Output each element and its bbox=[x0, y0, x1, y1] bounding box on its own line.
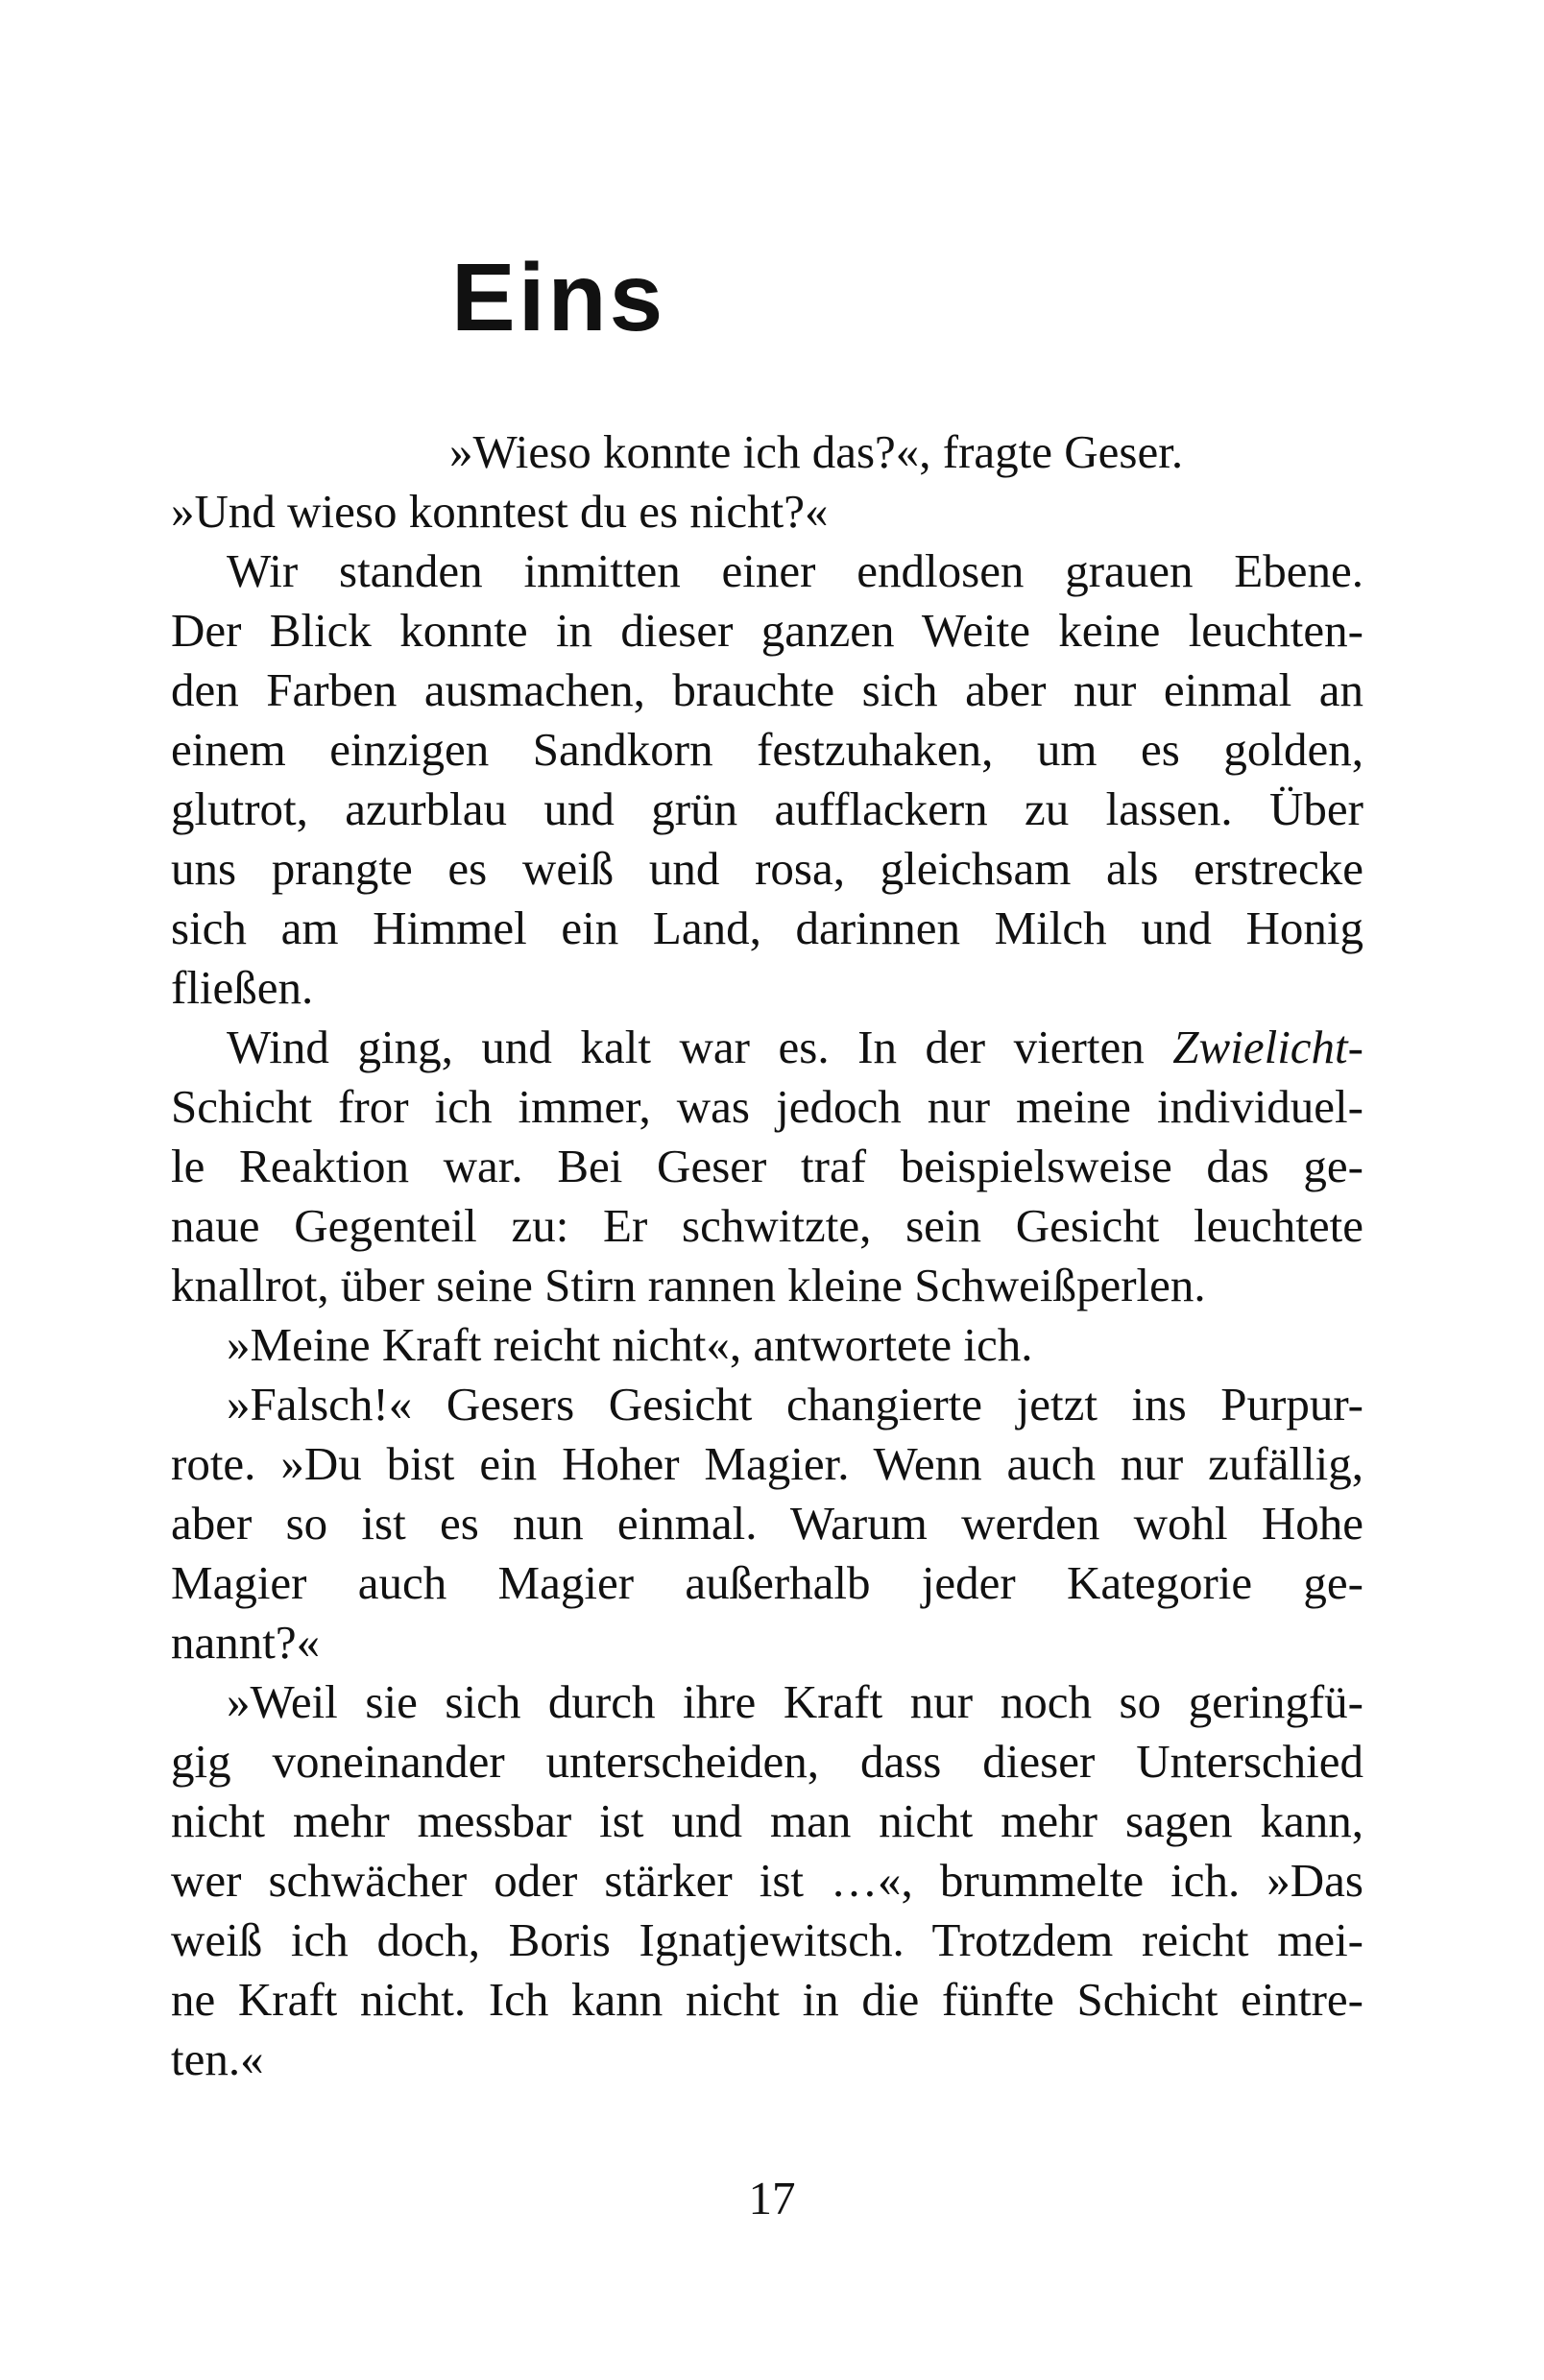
text-line: nannt?« bbox=[171, 1616, 321, 1669]
italic-word: Zwielicht- bbox=[1172, 1021, 1363, 1073]
text-line-italic-end bbox=[171, 1018, 1363, 1077]
text-line: le Reaktion war. Bei Geser traf beispielsweise das ge- bbox=[171, 1140, 1363, 1192]
text-line: Magier auch Magier außerhalb jeder Kategorie ge- bbox=[171, 1556, 1363, 1609]
text-line: naue Gegenteil zu: Er schwitzte, sein Gesicht leuchtete bbox=[171, 1199, 1363, 1252]
text-line: aber so ist es nun einmal. Warum werden wohl Hohe bbox=[171, 1497, 1363, 1550]
text-line: einem einzigen Sandkorn festzuhaken, um es golden, bbox=[171, 723, 1363, 776]
page-number: 17 bbox=[748, 2172, 796, 2224]
text-line: weiß ich doch, Boris Ignatjewitsch. Trotzdem reicht mei- bbox=[171, 1913, 1363, 1966]
text-line: nicht mehr messbar ist und man nicht mehr sagen kann, bbox=[171, 1794, 1363, 1847]
text-line: den Farben ausmachen, brauchte sich aber nur einmal an bbox=[171, 663, 1363, 716]
text-line: uns prangte es weiß und rosa, gleichsam als erstrecke bbox=[171, 842, 1363, 895]
text-segment: Wind ging, und kalt war es. In der vierten bbox=[227, 1021, 1173, 1073]
text-line: »Weil sie sich durch ihre Kraft nur noch so geringfü- bbox=[227, 1675, 1363, 1728]
text-line: glutrot, azurblau und grün aufflackern zu lassen. Über bbox=[171, 782, 1363, 835]
text-line: »Und wieso konntest du es nicht?« bbox=[171, 485, 829, 538]
text-line: Wir standen inmitten einer endlosen grauen Ebene. bbox=[227, 544, 1363, 597]
text-line: sich am Himmel ein Land, darinnen Milch und Honig bbox=[171, 902, 1363, 954]
text-line: »Falsch!« Gesers Gesicht changierte jetzt ins Purpur- bbox=[227, 1378, 1363, 1430]
text-line: Der Blick konnte in dieser ganzen Weite keine leuchten- bbox=[171, 604, 1363, 657]
text-line: rote. »Du bist ein Hoher Magier. Wenn auch nur zufällig, bbox=[171, 1437, 1363, 1490]
text-line: gig voneinander unterscheiden, dass dieser Unterschied bbox=[171, 1735, 1363, 1788]
text-line: fließen. bbox=[171, 961, 314, 1014]
chapter-title: Eins bbox=[451, 244, 666, 351]
body-text bbox=[171, 422, 1363, 2089]
text-line: ten.« bbox=[171, 2032, 264, 2085]
text-line: »Wieso konnte ich das?«, fragte Geser. bbox=[449, 425, 1184, 478]
text-line: ne Kraft nicht. Ich kann nicht in die fünfte Schicht eintre- bbox=[171, 1973, 1363, 2026]
text-line: knallrot, über seine Stirn rannen kleine Schweißperlen. bbox=[171, 1259, 1206, 1311]
text-line: »Meine Kraft reicht nicht«, antwortete ich. bbox=[227, 1318, 1033, 1371]
text-line: Schicht fror ich immer, was jedoch nur meine individuel- bbox=[171, 1080, 1363, 1133]
text-line: wer schwächer oder stärker ist …«, brummelte ich. »Das bbox=[171, 1854, 1363, 1907]
